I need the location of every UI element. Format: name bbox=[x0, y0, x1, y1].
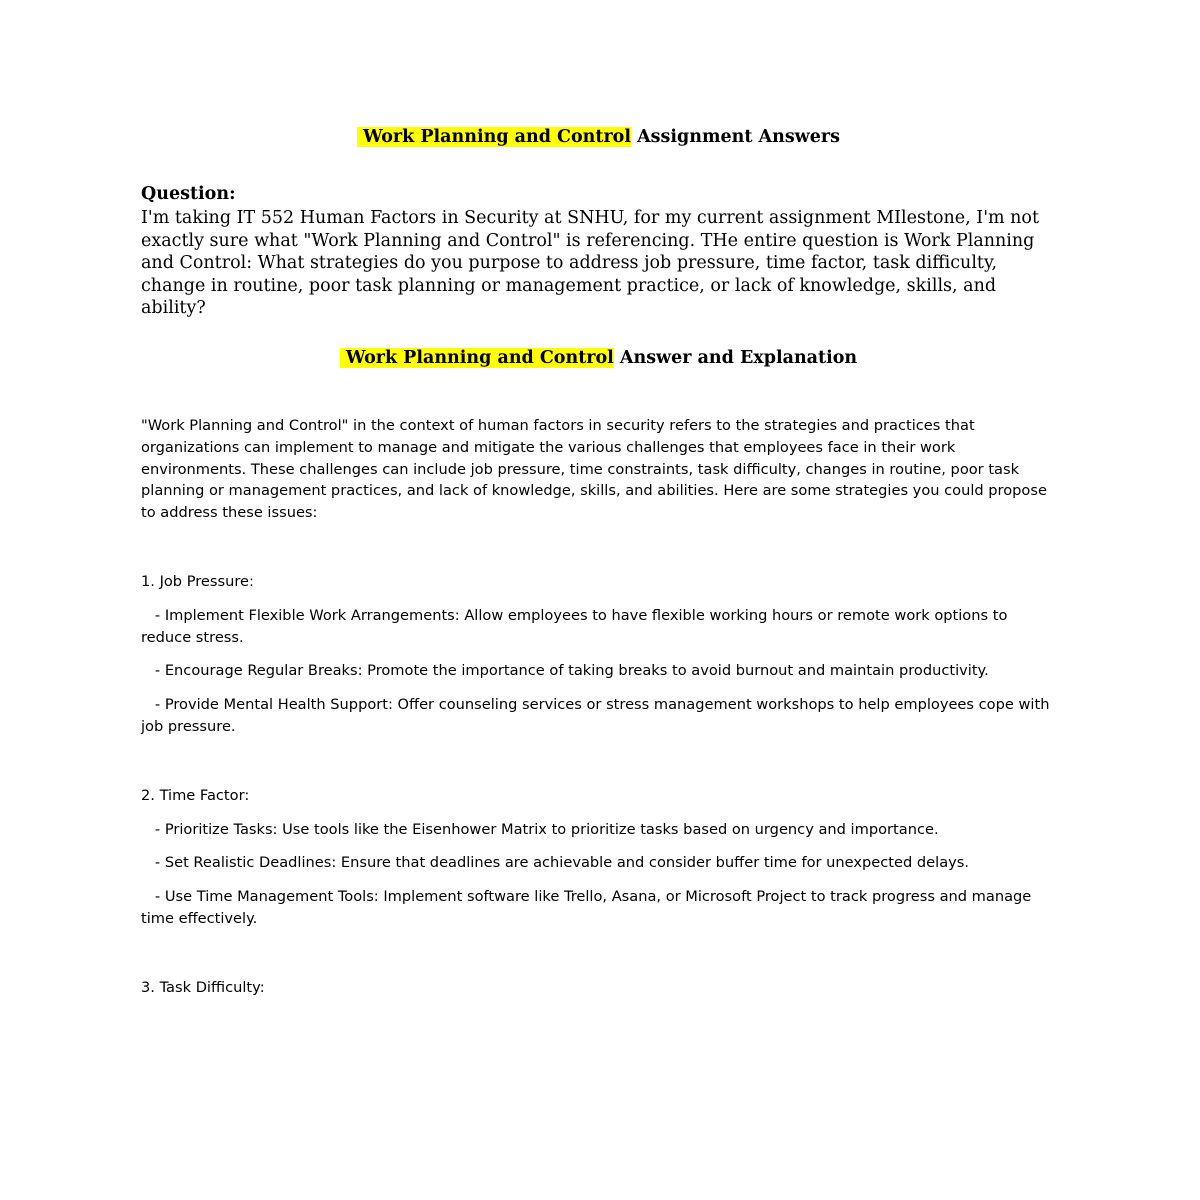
bullet-item: - Provide Mental Health Support: Offer counseling services or stress management workshops to help employees cope with job pressure. bbox=[141, 696, 1055, 735]
bullet-item: - Encourage Regular Breaks: Promote the importance of taking breaks to avoid burnout and maintain productivity. bbox=[141, 662, 989, 680]
answer-title bbox=[141, 345, 1056, 371]
section-job-pressure bbox=[141, 571, 1056, 738]
question-text: I'm taking IT 552 Human Factors in Security at SNHU, for my current assignment MIlestone, I'm not exactly sure what "Work Planning and Control" is referencing. THe entire question is Work Planning and Control: What strategies do you purpose to address job pressure, time factor, task difficulty, change in routine, poor task planning or management practice, or lack of knowledge, skills, and ability? bbox=[141, 208, 1040, 319]
section-time-factor bbox=[141, 785, 1056, 930]
answer-title-rest: Answer and Explanation bbox=[613, 347, 858, 368]
title-highlight: Work Planning and Control bbox=[357, 127, 631, 147]
bullet-item: - Implement Flexible Work Arrangements: Allow employees to have flexible working hours or remote work options to reduce stress. bbox=[141, 606, 1013, 646]
document-page bbox=[141, 124, 1056, 999]
bullet-item: - Use Time Management Tools: Implement software like Trello, Asana, or Microsoft Project to track progress and manage time effectively. bbox=[141, 888, 1036, 927]
bullet-item: - Set Realistic Deadlines: Ensure that deadlines are achievable and consider buffer time for unexpected delays. bbox=[141, 854, 970, 872]
answer-title-highlight: Work Planning and Control bbox=[340, 348, 614, 368]
question-label: Question: bbox=[141, 184, 236, 204]
section-heading: 1. Job Pressure: bbox=[141, 572, 254, 590]
title-rest: Assignment Answers bbox=[631, 127, 840, 147]
page-title bbox=[141, 124, 1056, 150]
bullet-item: - Prioritize Tasks: Use tools like the Eisenhower Matrix to prioritize tasks based on urgency and importance. bbox=[141, 820, 939, 838]
intro-paragraph: "Work Planning and Control" in the context of human factors in security refers to the strategies and practices that organizations can implement to manage and mitigate the various challenges that employees face in their work environments. These challenges can include job pressure, time constraints, task difficulty, changes in routine, poor task planning or management practices, and lack of knowledge, skills, and abilities. Here are some strategies you could propose to address these issues: bbox=[141, 416, 1047, 522]
section-heading: 2. Time Factor: bbox=[141, 786, 250, 804]
section-task-difficulty bbox=[141, 977, 1056, 999]
section-heading: 3. Task Difficulty: bbox=[141, 978, 265, 996]
